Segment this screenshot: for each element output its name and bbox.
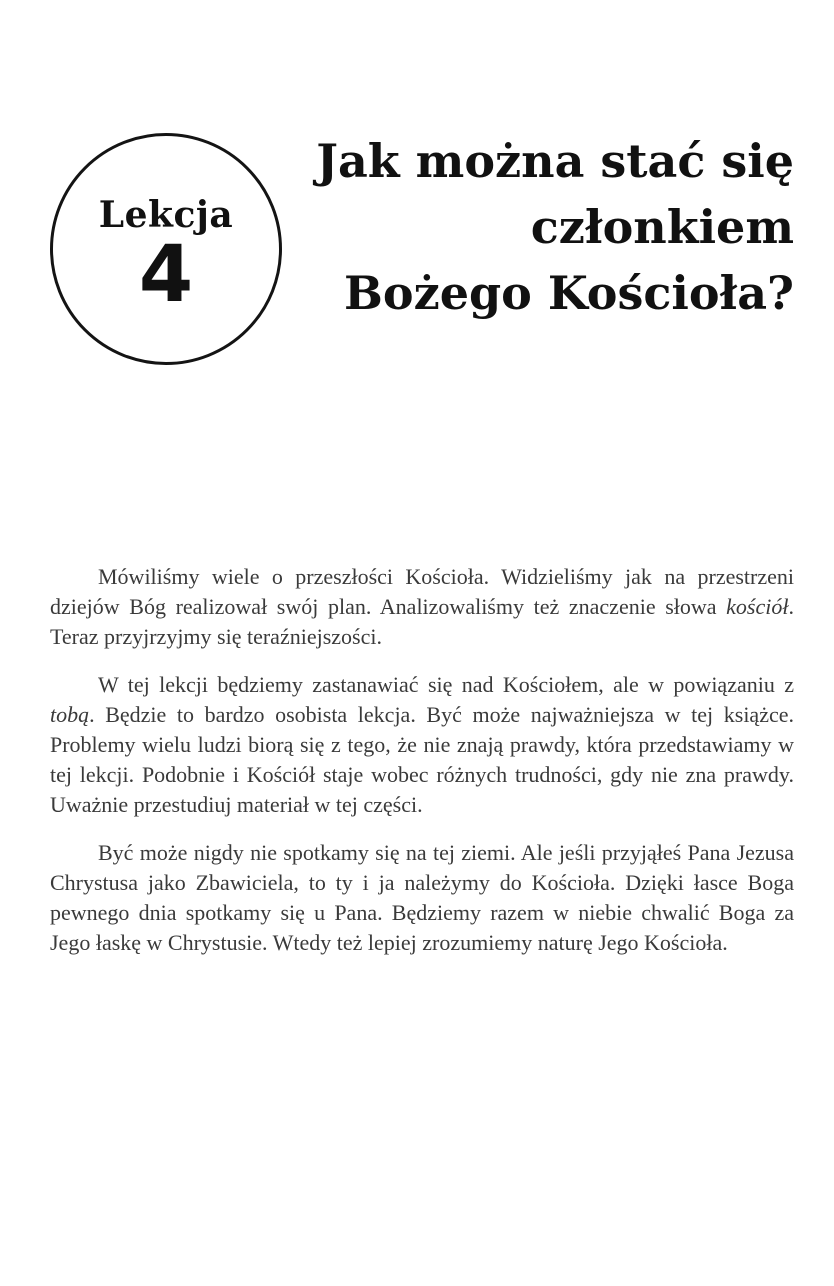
paragraph-1-text-a: Mówiliśmy wiele o przeszłości Kościoła. Widzieliśmy jak na przestrzeni dziejów Bóg realizował swój plan. Analizowaliśmy też znaczenie słowa (50, 564, 794, 619)
lesson-title (274, 128, 794, 326)
paragraph-2 (50, 670, 794, 820)
paragraph-3 (50, 838, 794, 958)
paragraph-2-emphasis: tobą (50, 702, 90, 727)
paragraph-2-text-a: W tej lekcji będziemy zastanawiać się nad Kościołem, ale w powiązaniu z (98, 672, 794, 697)
lesson-number: 4 (138, 230, 194, 320)
paragraph-1 (50, 562, 794, 652)
lesson-body (50, 562, 794, 976)
title-line-2: członkiem (530, 200, 794, 254)
title-line-1: Jak można stać się (316, 134, 794, 188)
title-line-3: Bożego Kościoła? (344, 266, 794, 320)
lesson-badge (50, 133, 282, 365)
paragraph-1-emphasis: kościół (726, 594, 789, 619)
paragraph-1-text-b: . Teraz przyjrzyjmy się teraźniejszości. (50, 594, 794, 649)
paragraph-3-text: Być może nigdy nie spotkamy się na tej ziemi. Ale jeśli przyjąłeś Pana Jezusa Chrystusa jako Zbawiciela, to ty i ja należymy do Kościoła. Dzięki łasce Boga pewnego dnia spotkamy się u Pana. Będziemy razem w niebie chwalić Boga za Jego łaskę w Chrystusie. Wtedy też lepiej zrozumiemy naturę Jego Kościoła. (50, 840, 794, 955)
paragraph-2-text-b: . Będzie to bardzo osobista lekcja. Być może najważniejsza w tej książce. Problemy wielu ludzi biorą się z tego, że nie znają prawdy, która przedstawiamy w tej lekcji. Podobnie i Kościół staje wobec różnych trudności, gdy nie zna prawdy. Uważnie przestudiuj materiał w tej części. (50, 702, 794, 817)
lesson-label: Lekcja (98, 194, 234, 236)
